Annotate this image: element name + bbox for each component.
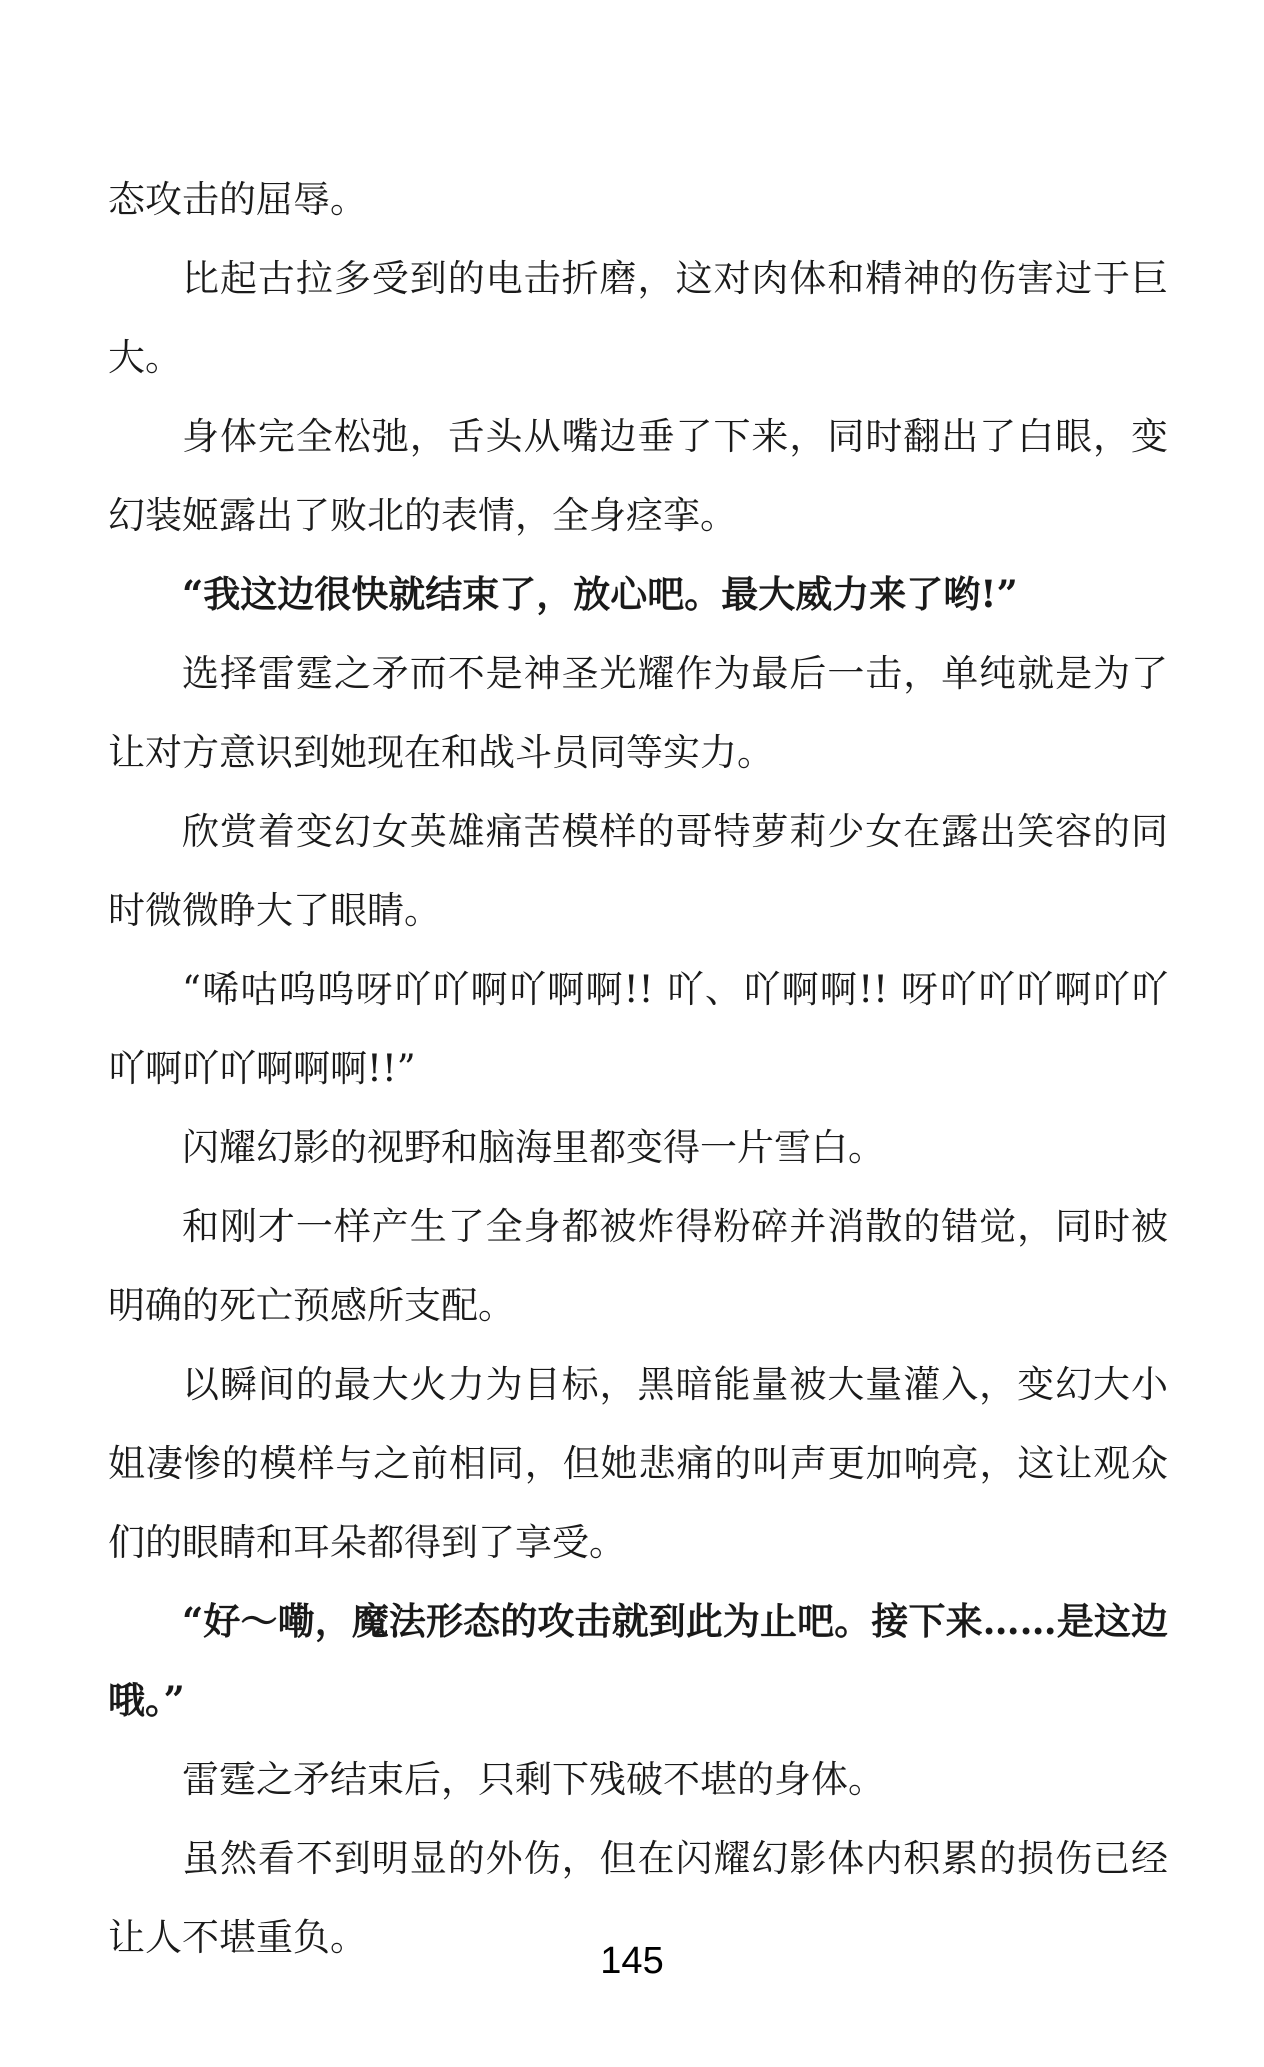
page-body bbox=[108, 160, 1168, 1977]
text-paragraph: 闪耀幻影的视野和脑海里都变得一片雪白。 bbox=[182, 1126, 885, 1169]
text-paragraph: 身体完全松弛，舌头从嘴边垂了下来，同时翻出了白眼，变幻装姬露出了败北的表情，全身痉挛。 bbox=[108, 415, 1168, 537]
dialogue-paragraph: “好～嘞，魔法形态的攻击就到此为止吧。接下来……是这边哦。” bbox=[108, 1599, 1168, 1722]
text-paragraph: 以瞬间的最大火力为目标，黑暗能量被大量灌入，变幻大小姐凄惨的模样与之前相同，但她悲痛的叫声更加响亮，这让观众们的眼睛和耳朵都得到了享受。 bbox=[108, 1363, 1168, 1564]
text-paragraph: 比起古拉多受到的电击折磨，这对肉体和精神的伤害过于巨大。 bbox=[108, 257, 1168, 379]
text-paragraph: 雷霆之矛结束后，只剩下残破不堪的身体。 bbox=[182, 1758, 885, 1801]
text-paragraph: 和刚才一样产生了全身都被炸得粉碎并消散的错觉，同时被明确的死亡预感所支配。 bbox=[108, 1205, 1168, 1327]
text-paragraph: “唏咕呜呜呀吖吖啊吖啊啊!! 吖、吖啊啊!! 呀吖吖吖啊吖吖吖啊吖吖啊啊啊!!” bbox=[108, 968, 1168, 1090]
page-number: 145 bbox=[600, 1940, 664, 1982]
text-paragraph: 态攻击的屈辱。 bbox=[108, 178, 367, 221]
text-paragraph: 虽然看不到明显的外伤，但在闪耀幻影体内积累的损伤已经让人不堪重负。 bbox=[108, 1837, 1168, 1959]
text-paragraph: 欣赏着变幻女英雄痛苦模样的哥特萝莉少女在露出笑容的同时微微睁大了眼睛。 bbox=[108, 810, 1168, 932]
text-paragraph: 选择雷霆之矛而不是神圣光耀作为最后一击，单纯就是为了让对方意识到她现在和战斗员同等实力。 bbox=[108, 652, 1168, 774]
dialogue-paragraph: “我这边很快就结束了，放心吧。最大威力来了哟!” bbox=[182, 572, 1018, 616]
